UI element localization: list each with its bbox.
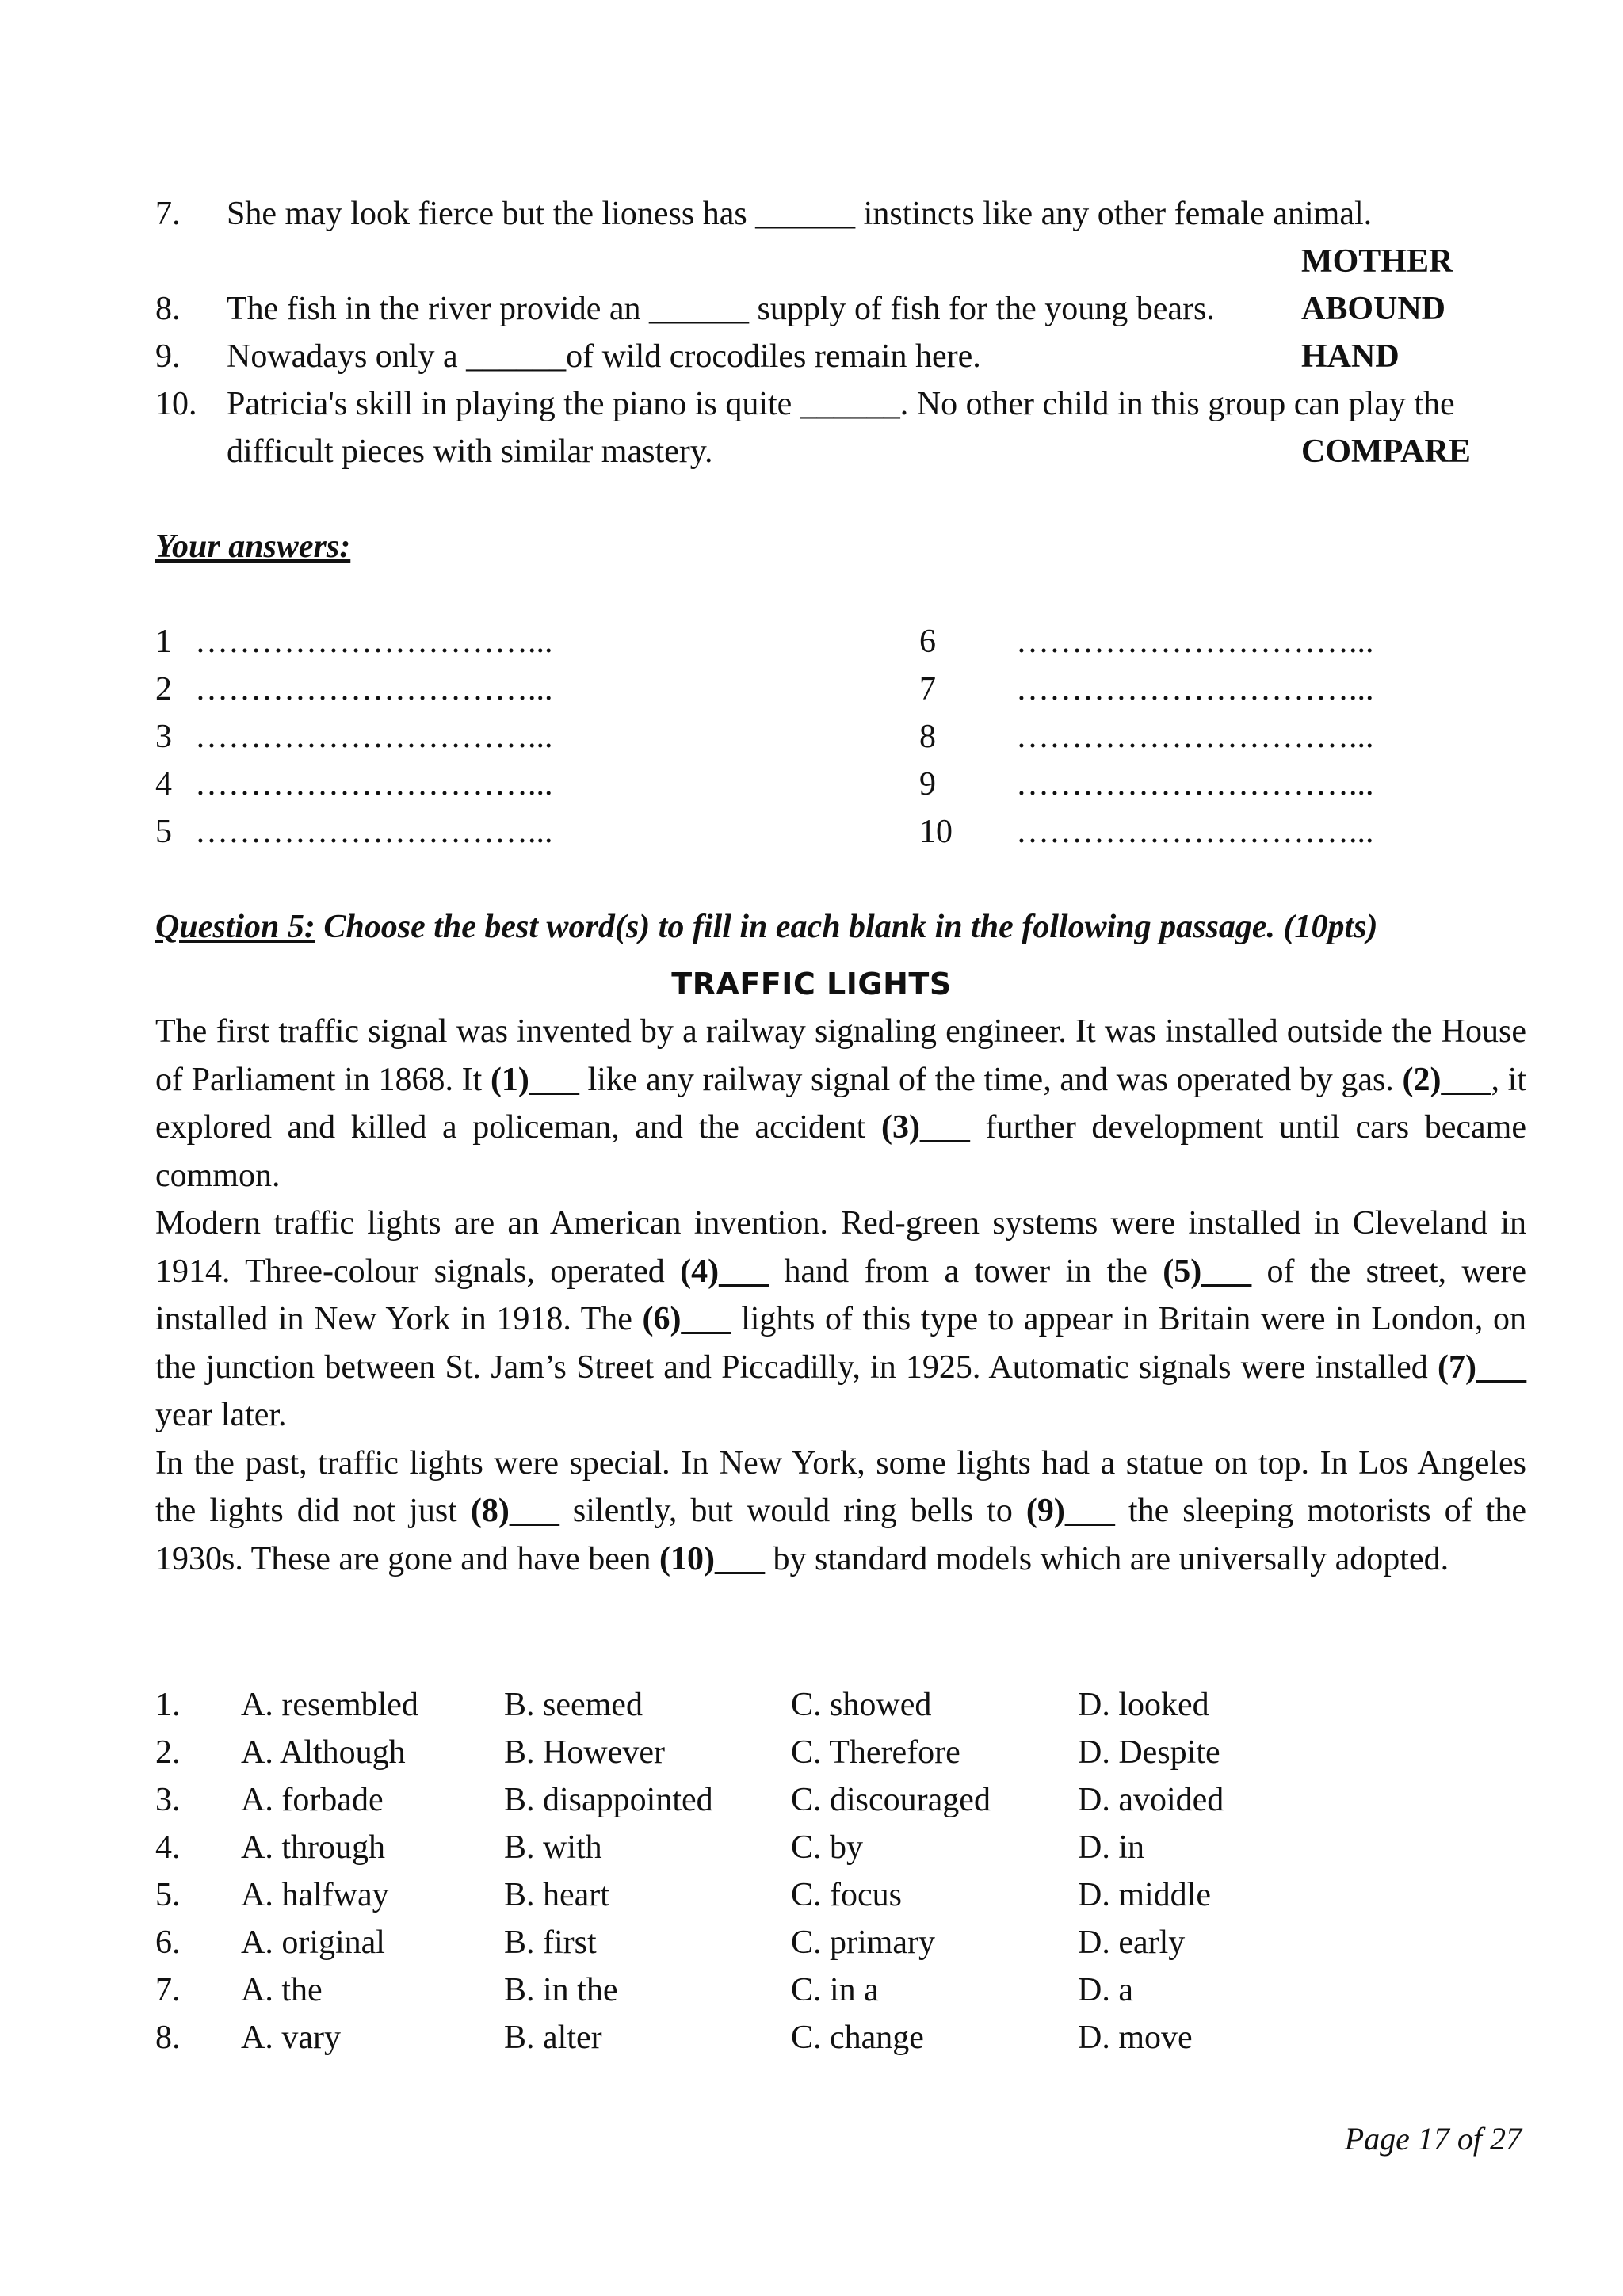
passage-text: like any railway signal of the time, and was operated by gas. [579,1061,1403,1098]
option-a[interactable]: A. through [241,1829,385,1866]
option-row-6 [155,1919,1423,1966]
answer-9-label: 9 [919,766,936,803]
option-number: 6. [155,1924,181,1961]
blank-3: (3)___ [880,1109,970,1146]
passage-text: year later. [155,1397,287,1433]
answer-10-blank[interactable]: …………………………... [1016,814,1374,850]
option-d[interactable]: D. avoided [1078,1782,1224,1818]
option-d[interactable]: D. middle [1078,1877,1211,1913]
answer-2-blank[interactable]: …………………………... [195,671,553,707]
option-row-8 [155,2014,1423,2061]
answer-7-blank[interactable]: …………………………... [1016,671,1374,707]
option-number: 1. [155,1687,181,1723]
item-7-keyword: MOTHER [1301,243,1453,280]
option-b[interactable]: B. disappointed [504,1782,713,1818]
passage-text: further development until cars became common. [155,1109,1526,1194]
option-number: 7. [155,1972,181,2008]
option-d[interactable]: D. a [1078,1972,1133,2008]
option-number: 4. [155,1829,181,1866]
option-c[interactable]: C. change [791,2019,924,2056]
option-a[interactable]: A. resembled [241,1687,418,1723]
option-row-2 [155,1729,1423,1776]
option-c[interactable]: C. in a [791,1972,879,2008]
passage-body [155,1008,1526,1583]
item-7-number: 7. [155,196,181,232]
question-5-heading [155,903,1377,951]
answer-7-label: 7 [919,671,936,707]
page-number: Page 17 of 27 [1344,2121,1522,2157]
option-d[interactable]: D. in [1078,1829,1144,1866]
passage-title: TRAFFIC LIGHTS [671,967,952,1001]
item-8-keyword: ABOUND [1301,291,1446,327]
option-row-3 [155,1776,1423,1824]
option-c[interactable]: C. focus [791,1877,902,1913]
passage-paragraph-2 [155,1199,1526,1440]
blank-5: (5)___ [1163,1253,1252,1290]
passage-text: of the street, were installed in New York in 1918. The [155,1253,1526,1337]
option-b[interactable]: B. in the [504,1972,618,2008]
option-b[interactable]: B. seemed [504,1687,643,1723]
question-5-instruction: Choose the best word(s) to fill in each blank in the following passage. (10pts) [315,909,1378,945]
item-9-number: 9. [155,338,181,375]
passage-text: , it explored and killed a policeman, and the accident [155,1061,1526,1146]
passage-text: The first traffic signal was invented by a railway signaling engineer. It was installed outside the House of Parliament in 1868. It [155,1013,1526,1098]
option-d[interactable]: D. Despite [1078,1734,1220,1771]
option-number: 8. [155,2019,181,2056]
option-number: 2. [155,1734,181,1771]
item-9-text: Nowadays only a ______of wild crocodiles remain here. [227,338,981,375]
passage-paragraph-1 [155,1008,1526,1199]
option-b[interactable]: B. heart [504,1877,609,1913]
answer-2-label: 2 [155,671,172,707]
passage-text: hand from a tower in the [769,1253,1163,1290]
question-5-label: Question 5: [155,909,315,945]
option-b[interactable]: B. first [504,1924,597,1961]
option-row-5 [155,1871,1423,1919]
option-d[interactable]: D. looked [1078,1687,1209,1723]
item-8-text: The fish in the river provide an ______ supply of fish for the young bears. [227,291,1215,327]
answer-5-blank[interactable]: …………………………... [195,814,553,850]
item-9-keyword: HAND [1301,338,1400,375]
item-8-number: 8. [155,291,181,327]
option-c[interactable]: C. Therefore [791,1734,960,1771]
option-b[interactable]: B. alter [504,2019,602,2056]
answer-10-label: 10 [919,814,953,850]
passage-text: silently, but would ring bells to [559,1493,1026,1529]
option-a[interactable]: A. vary [241,2019,341,2056]
answer-6-label: 6 [919,624,936,660]
option-number: 3. [155,1782,181,1818]
option-d[interactable]: D. early [1078,1924,1186,1961]
answer-4-blank[interactable]: …………………………... [195,766,553,803]
blank-6: (6)___ [642,1301,731,1337]
answer-4-label: 4 [155,766,172,803]
blank-1: (1)___ [490,1061,579,1098]
passage-text: lights of this type to appear in Britain were in London, on the junction between St. Jam’s Street and Piccadilly, in 1925. Automatic signals were installed [155,1301,1526,1386]
passage-text: In the past, traffic lights were special. In New York, some lights had a statue on top. In Los Angeles the lights did not just [155,1444,1526,1529]
blank-7: (7)___ [1438,1348,1526,1386]
answer-3-label: 3 [155,719,172,755]
option-b[interactable]: B. However [504,1734,665,1771]
blank-9: (9)___ [1025,1493,1115,1529]
blank-2: (2)___ [1402,1061,1491,1098]
answer-8-label: 8 [919,719,936,755]
blank-4: (4)___ [680,1253,769,1290]
answer-6-blank[interactable]: …………………………... [1016,624,1374,660]
answer-5-label: 5 [155,814,172,850]
passage-paragraph-3 [155,1440,1526,1584]
passage-text: Modern traffic lights are an American invention. Red-green systems were installed in Cleveland in 1914. Three-colour signals, operated [155,1205,1526,1290]
item-10-text-continued: difficult pieces with similar mastery. [227,433,713,470]
option-a[interactable]: A. halfway [241,1877,389,1913]
answer-1-label: 1 [155,624,172,660]
option-a[interactable]: A. the [241,1972,323,2008]
blank-10: (10)___ [659,1540,765,1577]
option-c[interactable]: C. showed [791,1687,932,1723]
option-b[interactable]: B. with [504,1829,602,1866]
option-c[interactable]: C. discouraged [791,1782,991,1818]
answers-heading: Your answers: [155,528,351,565]
blank-8: (8)___ [470,1493,559,1529]
option-row-1 [155,1681,1423,1729]
option-c[interactable]: C. by [791,1829,864,1866]
item-10-number: 10. [155,386,197,422]
answer-8-blank[interactable]: …………………………... [1016,719,1374,755]
option-number: 5. [155,1877,181,1913]
passage-text: by standard models which are universally adopted. [764,1540,1449,1577]
answer-9-blank[interactable]: …………………………... [1016,766,1374,803]
option-a[interactable]: A. Although [241,1734,406,1771]
option-d[interactable]: D. move [1078,2019,1193,2056]
option-row-7 [155,1966,1423,2014]
answer-1-blank[interactable]: …………………………... [195,624,553,660]
item-10-keyword: COMPARE [1301,433,1471,470]
option-a[interactable]: A. original [241,1924,385,1961]
option-row-4 [155,1824,1423,1871]
answer-3-blank[interactable]: …………………………... [195,719,553,755]
item-7-text: She may look fierce but the lioness has ______ instincts like any other female animal. [227,196,1373,232]
option-c[interactable]: C. primary [791,1924,935,1961]
item-10-text: Patricia's skill in playing the piano is quite ______. No other child in this group can play the [227,386,1455,422]
option-a[interactable]: A. forbade [241,1782,384,1818]
passage-text: the sleeping motorists of the 1930s. These are gone and have been [155,1493,1526,1577]
